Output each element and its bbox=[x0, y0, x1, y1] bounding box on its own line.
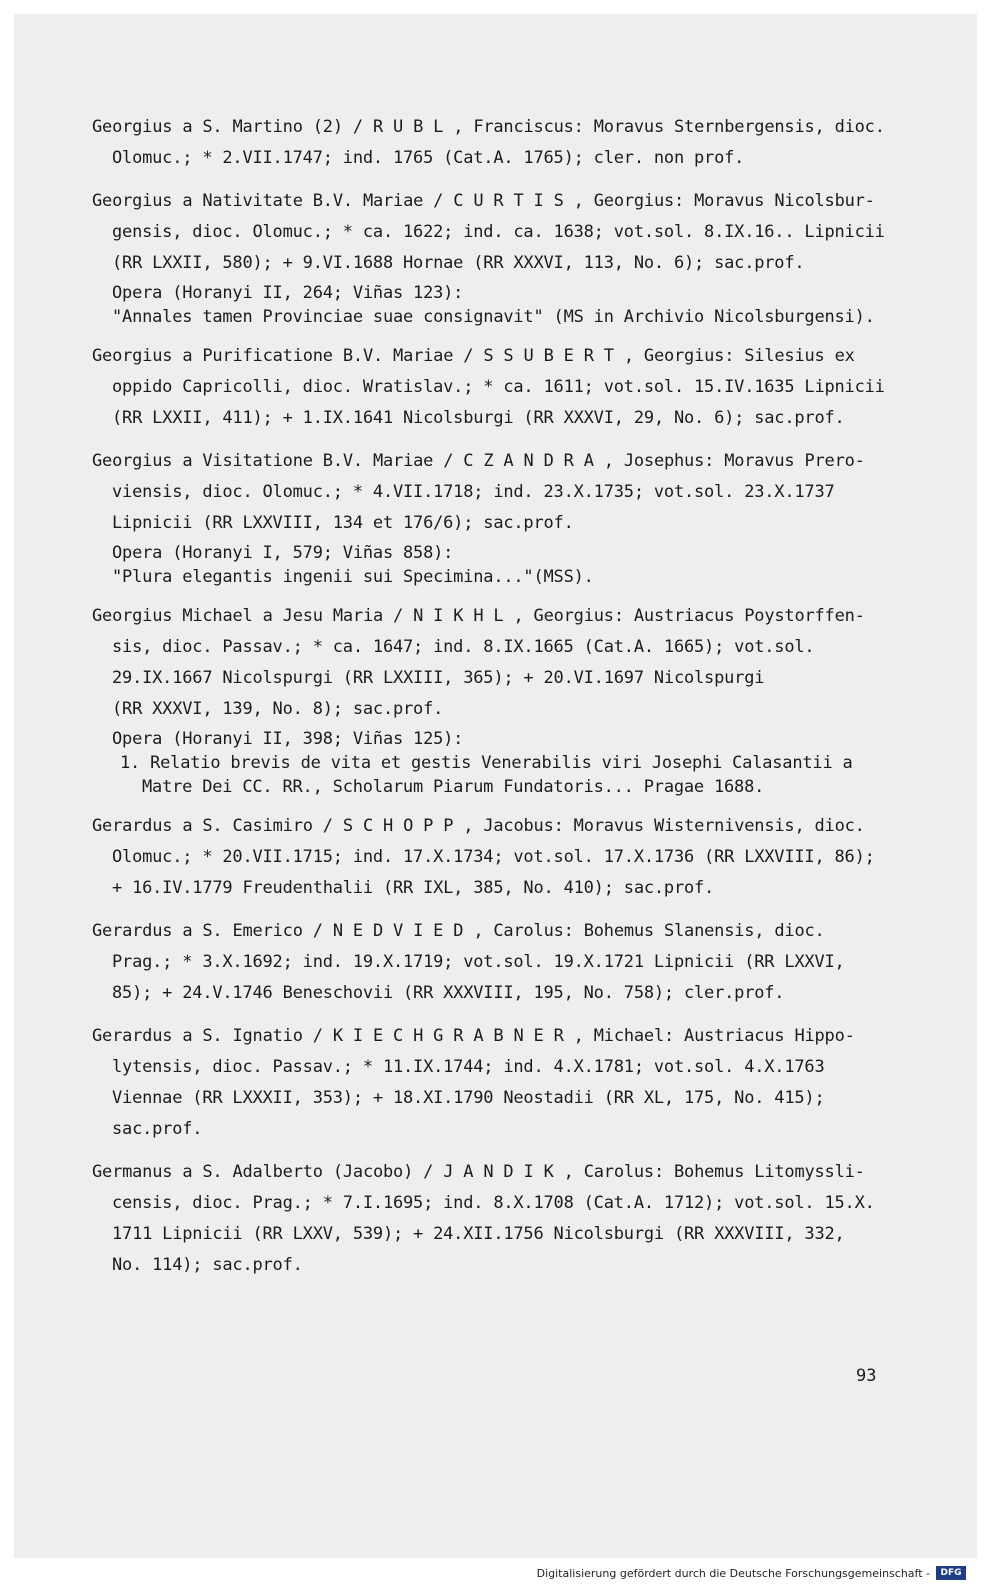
opera-work: "Plura elegantis ingenii sui Specimina..."(MSS). bbox=[112, 567, 594, 587]
biographical-entry bbox=[92, 1157, 922, 1281]
entry-text-line: viensis, dioc. Olomuc.; * 4.VII.1718; ind. 23.X.1735; vot.sol. 23.X.1737 bbox=[112, 482, 835, 502]
page-number: 93 bbox=[856, 1366, 877, 1386]
dfg-logo: DFG bbox=[936, 1566, 966, 1580]
entry-text-line: (RR LXXII, 411); + 1.IX.1641 Nicolsburgi (RR XXXVI, 29, No. 6); sac.prof. bbox=[112, 408, 845, 428]
entry-text-line: + 16.IV.1779 Freudenthalii (RR IXL, 385, No. 410); sac.prof. bbox=[112, 878, 715, 898]
biographical-entry bbox=[92, 601, 922, 799]
entry-heading-line: Georgius a S. Martino (2) / R U B L , Franciscus: Moravus Sternbergensis, dioc. bbox=[92, 117, 885, 137]
opera-section bbox=[92, 727, 922, 799]
scanned-page bbox=[14, 14, 977, 1558]
entry-text-line: Olomuc.; * 20.VII.1715; ind. 17.X.1734; vot.sol. 17.X.1736 (RR LXXVIII, 86); bbox=[112, 847, 875, 867]
entry-text-line: 1711 Lipnicii (RR LXXV, 539); + 24.XII.1756 Nicolsburgi (RR XXXVIII, 332, bbox=[112, 1224, 845, 1244]
entry-text-line: Olomuc.; * 2.VII.1747; ind. 1765 (Cat.A. 1765); cler. non prof. bbox=[112, 148, 745, 168]
entry-text-line: No. 114); sac.prof. bbox=[112, 1255, 303, 1275]
entry-list bbox=[92, 112, 922, 1281]
biographical-entry bbox=[92, 916, 922, 1009]
entry-text-line: Viennae (RR LXXXII, 353); + 18.XI.1790 Neostadii (RR XL, 175, No. 415); bbox=[112, 1088, 825, 1108]
entry-text-line: oppido Capricolli, dioc. Wratislav.; * ca. 1611; vot.sol. 15.IV.1635 Lipnicii bbox=[112, 377, 885, 397]
biographical-entry bbox=[92, 446, 922, 589]
biographical-entry bbox=[92, 186, 922, 329]
opera-reference: Opera (Horanyi II, 264; Viñas 123): bbox=[112, 283, 464, 303]
biographical-entry bbox=[92, 811, 922, 904]
biographical-entry bbox=[92, 1021, 922, 1145]
entry-text-line: sac.prof. bbox=[112, 1119, 203, 1139]
opera-reference: Opera (Horanyi I, 579; Viñas 858): bbox=[112, 543, 454, 563]
entry-heading-line: Georgius Michael a Jesu Maria / N I K H L , Georgius: Austriacus Poystorffen- bbox=[92, 606, 865, 626]
entry-text-line: lytensis, dioc. Passav.; * 11.IX.1744; ind. 4.X.1781; vot.sol. 4.X.1763 bbox=[112, 1057, 825, 1077]
opera-section bbox=[92, 281, 922, 329]
footer-text: Digitalisierung gefördert durch die Deutsche Forschungsgemeinschaft - bbox=[536, 1566, 930, 1580]
opera-work: "Annales tamen Provinciae suae consignavit" (MS in Archivio Nicolsburgensi). bbox=[112, 307, 875, 327]
biographical-entry bbox=[92, 341, 922, 434]
entry-heading-line: Georgius a Nativitate B.V. Mariae / C U R T I S , Georgius: Moravus Nicolsbur- bbox=[92, 191, 875, 211]
entry-text-line: (RR XXXVI, 139, No. 8); sac.prof. bbox=[112, 699, 444, 719]
entry-heading-line: Germanus a S. Adalberto (Jacobo) / J A N D I K , Carolus: Bohemus Litomyssli- bbox=[92, 1162, 865, 1182]
entry-text-line: (RR LXXII, 580); + 9.VI.1688 Hornae (RR XXXVI, 113, No. 6); sac.prof. bbox=[112, 253, 805, 273]
biographical-entry bbox=[92, 112, 922, 174]
opera-reference: Opera (Horanyi II, 398; Viñas 125): bbox=[112, 729, 464, 749]
entry-heading-line: Georgius a Purificatione B.V. Mariae / S S U B E R T , Georgius: Silesius ex bbox=[92, 346, 855, 366]
entry-text-line: Prag.; * 3.X.1692; ind. 19.X.1719; vot.sol. 19.X.1721 Lipnicii (RR LXXVI, bbox=[112, 952, 845, 972]
entry-heading-line: Gerardus a S. Casimiro / S C H O P P , Jacobus: Moravus Wisternivensis, dioc. bbox=[92, 816, 865, 836]
entry-text-line: sis, dioc. Passav.; * ca. 1647; ind. 8.IX.1665 (Cat.A. 1665); vot.sol. bbox=[112, 637, 815, 657]
opera-work: Matre Dei CC. RR., Scholarum Piarum Fundatoris... Pragae 1688. bbox=[142, 777, 765, 797]
digitization-footer bbox=[537, 1566, 966, 1580]
entry-heading-line: Georgius a Visitatione B.V. Mariae / C Z A N D R A , Josephus: Moravus Prero- bbox=[92, 451, 865, 471]
entry-text-line: 85); + 24.V.1746 Beneschovii (RR XXXVIII, 195, No. 758); cler.prof. bbox=[112, 983, 785, 1003]
entry-text-line: gensis, dioc. Olomuc.; * ca. 1622; ind. ca. 1638; vot.sol. 8.IX.16.. Lipnicii bbox=[112, 222, 885, 242]
opera-work: 1. Relatio brevis de vita et gestis Venerabilis viri Josephi Calasantii a bbox=[120, 753, 853, 773]
entry-heading-line: Gerardus a S. Emerico / N E D V I E D , Carolus: Bohemus Slanensis, dioc. bbox=[92, 921, 825, 941]
opera-section bbox=[92, 541, 922, 589]
entry-text-line: censis, dioc. Prag.; * 7.I.1695; ind. 8.X.1708 (Cat.A. 1712); vot.sol. 15.X. bbox=[112, 1193, 875, 1213]
entry-text-line: Lipnicii (RR LXXVIII, 134 et 176/6); sac.prof. bbox=[112, 513, 574, 533]
entry-text-line: 29.IX.1667 Nicolspurgi (RR LXXIII, 365); + 20.VI.1697 Nicolspurgi bbox=[112, 668, 765, 688]
entry-heading-line: Gerardus a S. Ignatio / K I E C H G R A B N E R , Michael: Austriacus Hippo- bbox=[92, 1026, 855, 1046]
